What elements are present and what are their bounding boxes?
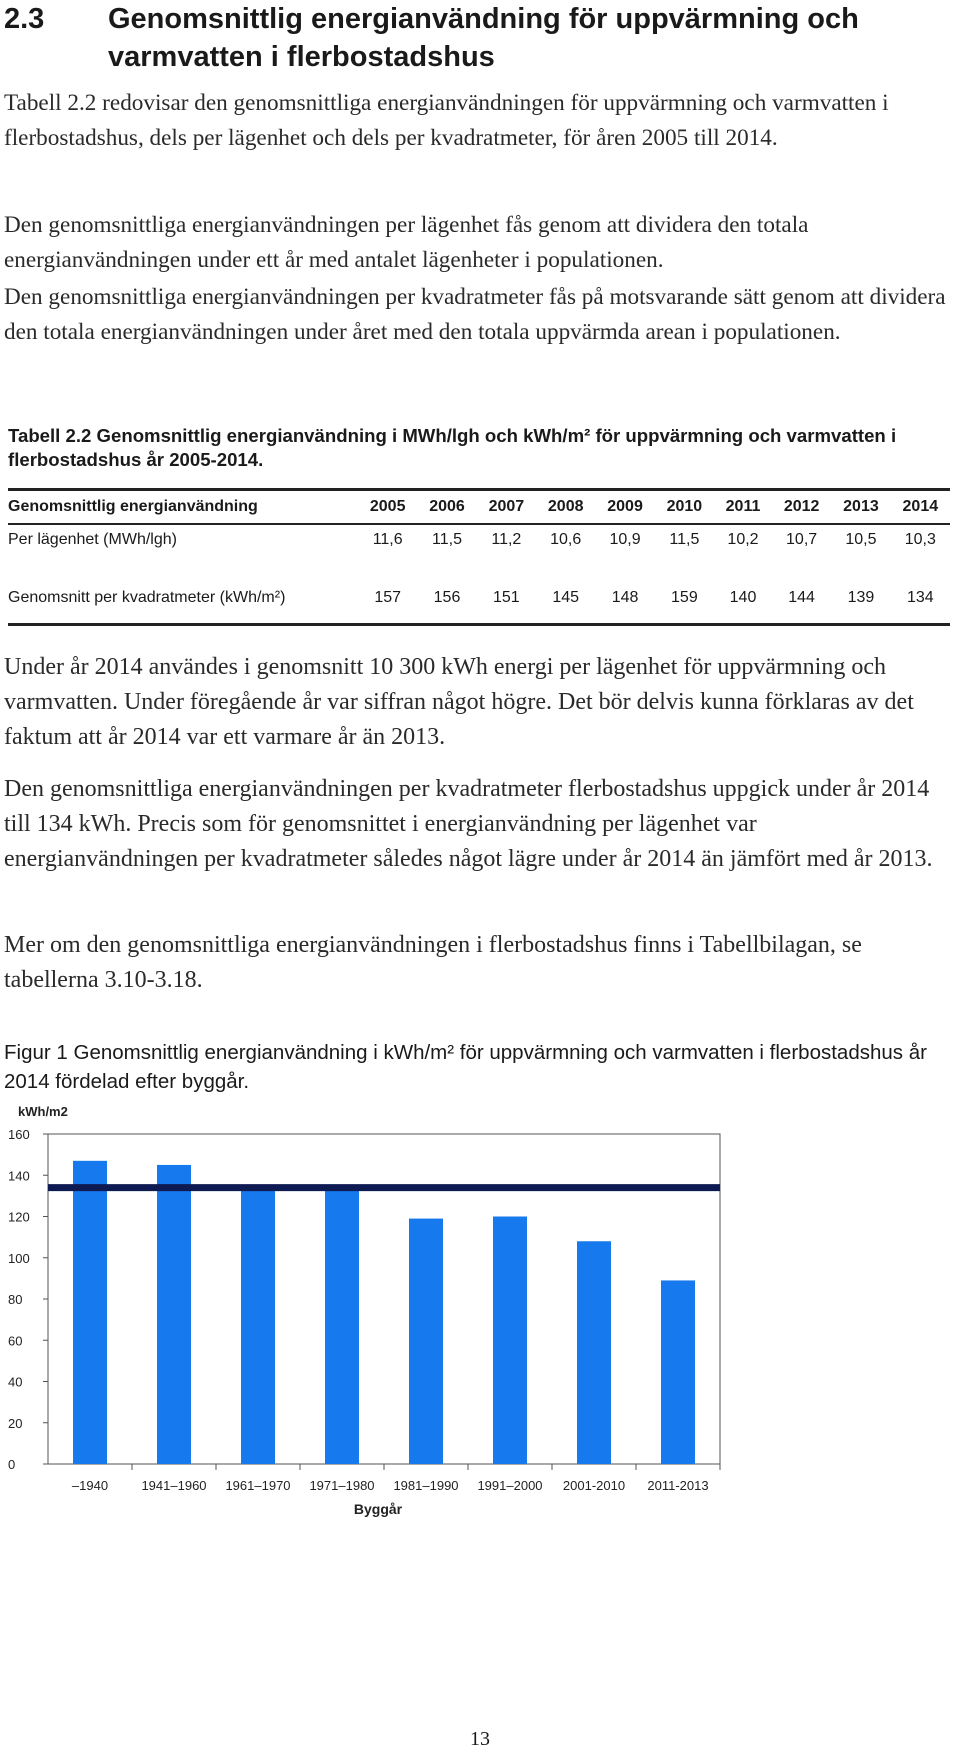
x-tick-label: 2011-2013 [647,1478,709,1493]
table-cell: 11,5 [669,531,700,548]
table-cell: 139 [831,573,890,625]
table-cell: 151 [477,573,536,625]
table-cell: 10,9 [609,531,641,548]
year-2014-paragraph: Under år 2014 användes i genomsnitt 10 300 kWh energi per lägenhet för uppvärmning och varmvatten. Under föregående år var siffran något högre. Det bör delvis kunna förklaras av det faktum att år 2014 var ett varmare år än 2013. [4,654,914,750]
per-apartment-paragraph: Den genomsnittliga energianvändningen per lägenhet fås genom att dividera den totala energianvändningen under ett år med antalet lägenheter i populationen. [4,212,809,273]
table-header-year: 2006 [417,490,476,525]
table-header-year: 2014 [891,490,950,525]
table-header-year: 2013 [831,490,890,525]
y-tick-label: 140 [8,1168,30,1184]
table-cell: 156 [417,573,476,625]
y-tick-label: 100 [8,1250,30,1266]
section-number: 2.3 [4,3,45,35]
bar [325,1188,359,1464]
bar [661,1280,695,1464]
y-tick-label: 80 [8,1292,23,1307]
table-header-year: 2008 [536,490,595,525]
y-tick-label: 120 [8,1209,30,1225]
x-tick-label: 1981–1990 [393,1478,459,1493]
figure-caption: Figur 1 Genomsnittlig energianvändning i kWh/m² för uppvärmning och varmvatten i flerbostadshus år 2014 fördelad efter byggår. [4,1041,927,1093]
bar [577,1241,611,1464]
x-tick-label: 1971–1980 [309,1478,375,1493]
table-header-year: 2007 [477,490,536,525]
section-title: Genomsnittlig energianvändning för uppvärmning och varmvatten i flerbostadshus [108,3,859,73]
intro-paragraph: Tabell 2.2 redovisar den genomsnittliga energianvändningen för uppvärmning och varmvatten i flerbostadshus, dels per lägenhet och dels per kvadratmeter, för åren 2005 till 2014. [4,90,889,151]
y-tick-label: 20 [8,1415,23,1431]
y-tick-label: 0 [8,1457,16,1472]
row-label: Genomsnitt per kvadratmeter (kWh/m²) [8,573,358,625]
more-info-paragraph: Mer om den genomsnittliga energianvändningen i flerbostadshus finns i Tabellbilagan, se tabellerna 3.10-3.18. [4,932,862,993]
table-header-year: 2010 [655,490,714,525]
table-cell: 10,2 [727,531,759,548]
table-cell: 157 [358,573,417,625]
x-tick-label: 2001-2010 [562,1478,626,1493]
table-caption: Tabell 2.2 Genomsnittlig energianvändning i MWh/lgh och kWh/m² för uppvärmning och varmvatten i flerbostadshus år 2005-2014. [8,425,897,470]
x-tick-label: 1961–1970 [225,1478,291,1493]
table-header-label: Genomsnittlig energianvändning [8,490,358,525]
x-axis-label: Byggår [353,1501,403,1517]
table-cell: 134 [891,573,950,625]
bar [241,1188,275,1464]
bar [73,1161,107,1464]
table-cell: 145 [536,573,595,625]
table-cell: 11,6 [372,531,403,548]
y-tick-label: 40 [8,1374,23,1390]
table-header-year: 2005 [358,490,417,525]
x-tick-label: –1940 [71,1478,109,1493]
table-cell: 140 [714,573,772,625]
y-tick-label: 160 [8,1127,30,1142]
x-tick-label: 1991–2000 [477,1478,543,1493]
x-tick-label: 1941–1960 [141,1478,207,1493]
bar [493,1217,527,1465]
y-tick-label: 60 [8,1333,23,1349]
table-cell: 144 [772,573,831,625]
bar [409,1219,443,1464]
bar [157,1165,191,1464]
table-cell: 10,5 [845,531,877,548]
table-row [8,524,950,573]
table-row [8,573,950,625]
table-cell: 10,3 [904,531,936,548]
plot-area-frame [48,1134,720,1464]
table-cell: 11,2 [491,531,522,548]
table-header-year: 2012 [772,490,831,525]
table-cell: 10,7 [786,531,818,548]
table-cell: 148 [595,573,654,625]
table-cell: 11,5 [432,531,462,548]
table-header-year: 2009 [595,490,654,525]
row-label: Per lägenhet (MWh/lgh) [8,531,177,548]
table-cell: 10,6 [550,531,582,548]
page-number: 13 [470,1728,490,1750]
energy-table [8,488,950,626]
y-axis-label: kWh/m2 [18,1104,68,1119]
energy-by-build-year-chart [0,1096,960,1526]
table-cell: 159 [655,573,714,625]
per-sqm-2014-paragraph: Den genomsnittliga energianvändningen per kvadratmeter flerbostadshus uppgick under år 2014 till 134 kWh. Precis som för genomsnittet i energianvändning per lägenhet var energianvändningen per kvadratmeter således något lägre under år 2014 än jämfört med år 2013. [4,776,933,872]
table-header-year: 2011 [714,490,772,525]
table-header-row [8,490,950,525]
per-sqm-paragraph: Den genomsnittliga energianvändningen per kvadratmeter fås på motsvarande sätt genom att dividera den totala energianvändningen under året med den totala uppvärmda arean i populationen. [4,284,946,345]
